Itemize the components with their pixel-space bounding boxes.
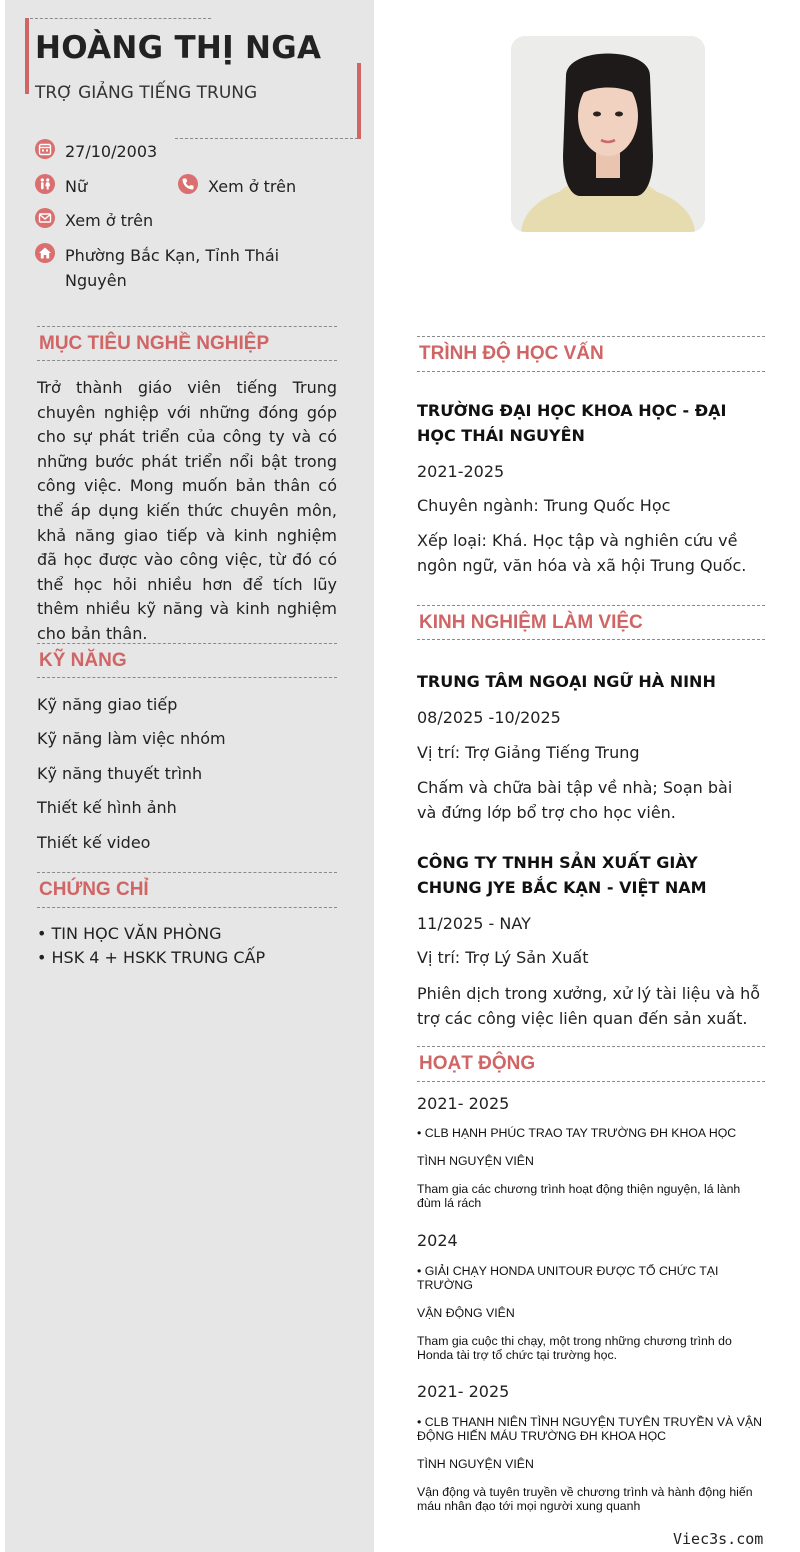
calendar-icon	[35, 139, 55, 159]
title-accent-bar	[357, 63, 361, 139]
candidate-name: HOÀNG THỊ NGA	[35, 30, 322, 66]
objective-text: Trở thành giáo viên tiếng Trung chuyên nghiệp với những đóng góp cho sự phát triển của công ty và có những bước phát triển nổi bật trong công việc. Mong muốn bản thân có thể áp dụng kiến thức chuyên môn, khả năng giao tiếp và kinh nghiệm đã học được vào công việc, từ đó có thể học hỏi nhiều hơn để tích lũy thêm nhiều kỹ năng và kinh nghiệm cho bản thân.	[37, 378, 337, 643]
skills-divider-top	[37, 643, 337, 644]
certificate-item: • HSK 4 + HSKK TRUNG CẤP	[37, 948, 266, 967]
email-value: Xem ở trên	[65, 211, 154, 230]
header-divider-bottom	[175, 138, 358, 139]
education-major: Chuyên ngành: Trung Quốc Học	[417, 496, 671, 515]
job-description: Chấm và chữa bài tập về nhà; Soạn bài và đứng lớp bổ trợ cho học viên.	[417, 778, 733, 822]
education-years: 2021-2025	[417, 462, 505, 481]
mail-icon	[35, 208, 55, 228]
job-description: Phiên dịch trong xưởng, xử lý tài liệu và hỗ trợ các công việc liên quan đến sản xuất.	[417, 984, 761, 1028]
education-divider-bottom	[417, 371, 765, 372]
skill-item: Kỹ năng thuyết trình	[37, 764, 203, 783]
objective-divider-bottom	[37, 360, 337, 361]
school-name: TRƯỜNG ĐẠI HỌC KHOA HỌC - ĐẠI HỌC THÁI NGUYÊN	[417, 401, 727, 445]
footer-watermark: Viec3s.com	[673, 1530, 764, 1548]
name-accent-bar	[25, 18, 29, 94]
objective-divider-top	[37, 326, 337, 327]
activity-role: VẬN ĐỘNG VIÊN	[417, 1306, 515, 1320]
gender-icon	[35, 174, 55, 194]
skill-item: Kỹ năng giao tiếp	[37, 695, 178, 714]
job-position: Vị trí: Trợ Lý Sản Xuất	[417, 948, 589, 967]
job-company: TRUNG TÂM NGOẠI NGỮ HÀ NINH	[417, 672, 716, 691]
job-title: TRỢ GIẢNG TIẾNG TRUNG	[35, 83, 258, 103]
header-divider-top	[30, 18, 211, 19]
birthday-value: 27/10/2003	[65, 142, 158, 161]
activity-year: 2021- 2025	[417, 1094, 510, 1113]
certificates-divider-bottom	[37, 907, 337, 908]
profile-photo	[511, 36, 705, 232]
certificates-divider-top	[37, 872, 337, 873]
job-position: Vị trí: Trợ Giảng Tiếng Trung	[417, 743, 640, 762]
experience-divider-bottom	[417, 639, 765, 640]
activities-divider-bottom	[417, 1081, 765, 1082]
skills-title: KỸ NĂNG	[39, 650, 127, 671]
experience-divider-top	[417, 605, 765, 606]
phone-icon	[178, 174, 198, 194]
education-title: TRÌNH ĐỘ HỌC VẤN	[419, 343, 604, 364]
activity-role: TÌNH NGUYỆN VIÊN	[417, 1154, 534, 1168]
objective-title: MỤC TIÊU NGHỀ NGHIỆP	[39, 333, 270, 354]
job-company: CÔNG TY TNHH SẢN XUẤT GIÀY CHUNG JYE BẮC KẠN - VIỆT NAM	[417, 853, 707, 897]
activity-year: 2024	[417, 1231, 458, 1250]
experience-title: KINH NGHIỆM LÀM VIỆC	[419, 612, 643, 633]
job-period: 08/2025 -10/2025	[417, 708, 561, 727]
certificate-item: • TIN HỌC VĂN PHÒNG	[37, 924, 222, 943]
activity-role: TÌNH NGUYỆN VIÊN	[417, 1457, 534, 1471]
phone-value: Xem ở trên	[208, 177, 297, 196]
skill-item: Thiết kế video	[37, 833, 151, 852]
address-value: Phường Bắc Kạn, Tỉnh Thái Nguyên	[65, 246, 280, 290]
activities-divider-top	[417, 1046, 765, 1047]
activity-description: Tham gia các chương trình hoạt động thiện nguyện, lá lành đùm lá rách	[417, 1182, 741, 1210]
gender-value: Nữ	[65, 177, 88, 196]
skill-item: Thiết kế hình ảnh	[37, 798, 177, 817]
activity-org: • CLB THANH NIÊN TÌNH NGUYỆN TUYÊN TRUYỀN VÀ VẬN ĐỘNG HIẾN MÁU TRƯỜNG ĐH KHOA HỌC	[417, 1415, 763, 1443]
skill-item: Kỹ năng làm việc nhóm	[37, 729, 226, 748]
home-icon	[35, 243, 55, 263]
education-divider-top	[417, 336, 765, 337]
activity-description: Tham gia cuộc thi chạy, một trong những chương trình do Honda tài trợ tổ chức tại trường học.	[417, 1334, 732, 1362]
activity-org: • GIẢI CHẠY HONDA UNITOUR ĐƯỢC TỔ CHỨC TẠI TRƯỜNG	[417, 1264, 719, 1292]
activity-description: Vận động và tuyên truyền về chương trình và hành động hiến máu nhân đạo tới mọi người xung quanh	[417, 1485, 753, 1513]
skills-divider-bottom	[37, 677, 337, 678]
activity-year: 2021- 2025	[417, 1382, 510, 1401]
activity-org: • CLB HẠNH PHÚC TRAO TAY TRƯỜNG ĐH KHOA HỌC	[417, 1126, 737, 1140]
activities-title: HOẠT ĐỘNG	[419, 1053, 536, 1074]
education-rank: Xếp loại: Khá. Học tập và nghiên cứu về ngôn ngữ, văn hóa và xã hội Trung Quốc.	[417, 531, 747, 575]
certificates-title: CHỨNG CHỈ	[39, 879, 149, 900]
job-period: 11/2025 - NAY	[417, 914, 531, 933]
